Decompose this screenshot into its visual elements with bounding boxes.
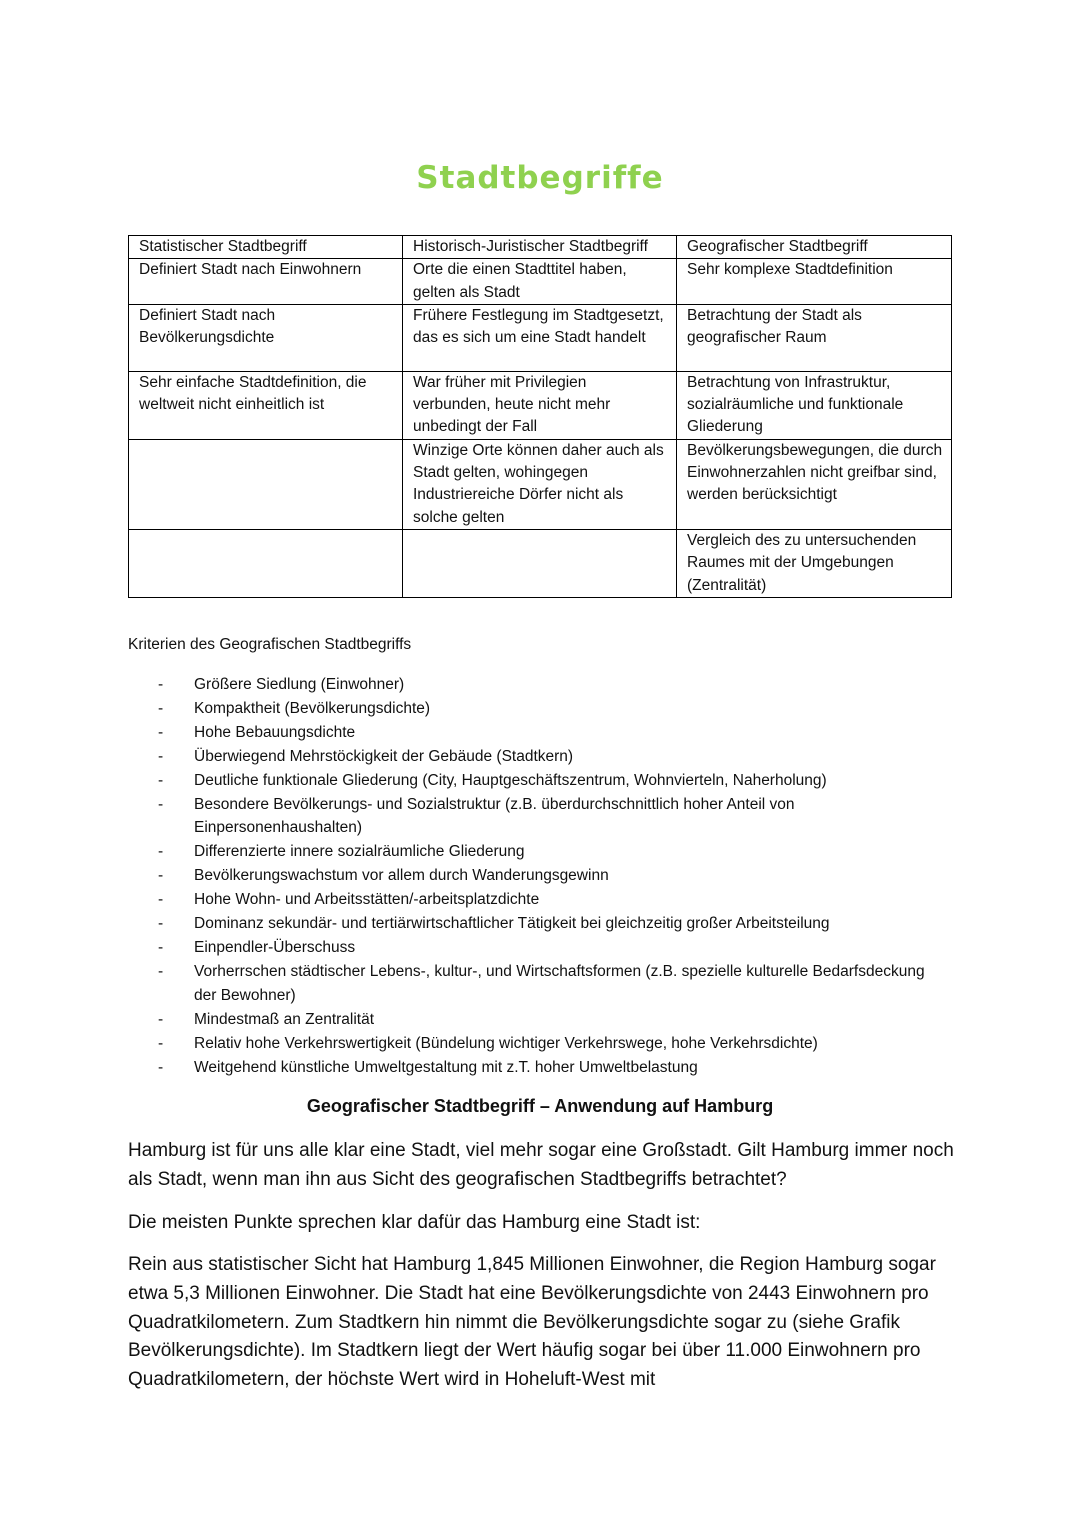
list-item [128, 1056, 928, 1080]
bullet-dash: - [158, 747, 164, 765]
bullet-dash: - [158, 915, 164, 933]
table-cell: Vergleich des zu untersuchenden Raumes mit der Umgebungen (Zentralität) [677, 529, 952, 597]
table-cell: War früher mit Privilegien verbunden, heute nicht mehr unbedingt der Fall [403, 371, 677, 439]
list-item-text: Weitgehend künstliche Umweltgestaltung mit z.T. hoher Umweltbelastung [194, 1058, 698, 1076]
section-heading: Geografischer Stadtbegriff – Anwendung auf Hamburg [306, 1096, 774, 1116]
bullet-dash: - [158, 723, 164, 741]
page-title: Stadtbegriffe [416, 160, 664, 196]
list-item-text: Größere Siedlung (Einwohner) [194, 676, 405, 693]
bullet-dash: - [158, 867, 164, 885]
stadtbegriffe-table [128, 235, 952, 598]
criteria-heading: Kriterien des Geografischen Stadtbegriffs [128, 636, 412, 653]
list-item [128, 864, 928, 888]
bullet-dash: - [158, 962, 164, 980]
table-cell: Sehr einfache Stadtdefinition, die weltweit nicht einheitlich ist [129, 371, 403, 439]
bullet-dash: - [158, 676, 164, 693]
list-item-text: Deutliche funktionale Gliederung (City, Hauptgeschäftszentrum, Wohnvierteln, Naherholung) [194, 771, 827, 789]
bullet-dash: - [158, 1058, 164, 1076]
table-header-cell: Historisch-Juristischer Stadtbegriff [403, 236, 677, 259]
paragraph: Rein aus statistischer Sicht hat Hamburg 1,845 Millionen Einwohner, die Region Hamburg sogar etwa 5,3 Millionen Einwohner. Die Stadt hat eine Bevölkerungsdichte von 2443 Einwohnern pro Quadratkilometern. Zum Stadtkern hin nimmt die Bevölkerungsdichte sogar zu (siehe Grafik Bevölkerungsdichte). Im Stadtkern liegt der Wert häufig sogar bei über 11.000 Einwohnern pro Quadratkilometern, der höchste Wert wird in Hoheluft-West mit [128, 1254, 936, 1391]
bullet-dash: - [158, 938, 164, 956]
bullet-dash: - [158, 1010, 164, 1028]
table-cell: Bevölkerungsbewegungen, die durch Einwohnerzahlen nicht greifbar sind, werden berücksichtigt [677, 439, 952, 529]
list-item-text: Differenzierte innere sozialräumliche Gliederung [194, 843, 525, 861]
criteria-list [128, 673, 928, 1079]
list-item [128, 769, 928, 793]
bullet-dash: - [158, 891, 164, 909]
table-header-row [129, 236, 952, 259]
table-cell: Sehr komplexe Stadtdefinition [677, 259, 952, 305]
list-item-text: Relativ hohe Verkehrswertigkeit (Bündelung wichtiger Verkehrswege, hohe Verkehrsdichte) [194, 1034, 818, 1052]
list-item-text: Kompaktheit (Bevölkerungsdichte) [194, 699, 431, 717]
list-item [128, 745, 928, 769]
bullet-dash: - [158, 771, 164, 789]
table-cell [129, 439, 403, 529]
list-item-text: Mindestmaß an Zentralität [194, 1010, 375, 1028]
table-cell [403, 529, 677, 597]
list-item-text: Besondere Bevölkerungs- und Sozialstruktur (z.B. überdurchschnittlich hoher Anteil von Einpersonenhaushalten) [194, 795, 795, 837]
paragraph: Die meisten Punkte sprechen klar dafür das Hamburg eine Stadt ist: [128, 1212, 701, 1233]
list-item [128, 1008, 928, 1032]
table-row [129, 439, 952, 529]
table-cell [129, 529, 403, 597]
table-cell: Betrachtung der Stadt als geografischer Raum [677, 304, 952, 371]
bullet-dash: - [158, 843, 164, 861]
table-header-cell: Statistischer Stadtbegriff [129, 236, 403, 259]
bullet-dash: - [158, 699, 164, 717]
paragraph: Hamburg ist für uns alle klar eine Stadt, viel mehr sogar eine Großstadt. Gilt Hamburg immer noch als Stadt, wenn man ihn aus Sicht des geografischen Stadtbegriffs betrachtet? [128, 1140, 954, 1190]
list-item [128, 960, 928, 1008]
list-item [128, 721, 928, 745]
list-item [128, 673, 928, 697]
list-item-text: Hohe Bebauungsdichte [194, 723, 356, 741]
table-cell: Definiert Stadt nach Einwohnern [129, 259, 403, 305]
table-cell: Betrachtung von Infrastruktur, sozialräumliche und funktionale Gliederung [677, 371, 952, 439]
table-cell: Definiert Stadt nach Bevölkerungsdichte [129, 304, 403, 371]
table-cell: Winzige Orte können daher auch als Stadt gelten, wohingegen Industriereiche Dörfer nicht als solche gelten [403, 439, 677, 529]
list-item [128, 912, 928, 936]
table-row [129, 304, 952, 371]
list-item [128, 840, 928, 864]
list-item [128, 793, 928, 841]
table-row [129, 259, 952, 305]
list-item-text: Überwiegend Mehrstöckigkeit der Gebäude (Stadtkern) [194, 747, 574, 765]
list-item-text: Einpendler-Überschuss [194, 938, 356, 956]
bullet-dash: - [158, 1034, 164, 1052]
list-item [128, 936, 928, 960]
bullet-dash: - [158, 795, 164, 813]
list-item-text: Vorherrschen städtischer Lebens-, kultur-, und Wirtschaftsformen (z.B. spezielle kulturelle Bedarfsdeckung der Bewohner) [194, 962, 925, 1004]
table-header-cell: Geografischer Stadtbegriff [677, 236, 952, 259]
list-item [128, 888, 928, 912]
list-item [128, 697, 928, 721]
list-item-text: Bevölkerungswachstum vor allem durch Wanderungsgewinn [194, 867, 609, 885]
list-item [128, 1032, 928, 1056]
table-row [129, 529, 952, 597]
list-item-text: Dominanz sekundär- und tertiärwirtschaftlicher Tätigkeit bei gleichzeitig großer Arbeitsteilung [194, 915, 830, 933]
list-item-text: Hohe Wohn- und Arbeitsstätten/-arbeitsplatzdichte [194, 891, 540, 909]
table-row [129, 371, 952, 439]
table-cell: Frühere Festlegung im Stadtgesetzt, das es sich um eine Stadt handelt [403, 304, 677, 371]
table-cell: Orte die einen Stadttitel haben, gelten als Stadt [403, 259, 677, 305]
